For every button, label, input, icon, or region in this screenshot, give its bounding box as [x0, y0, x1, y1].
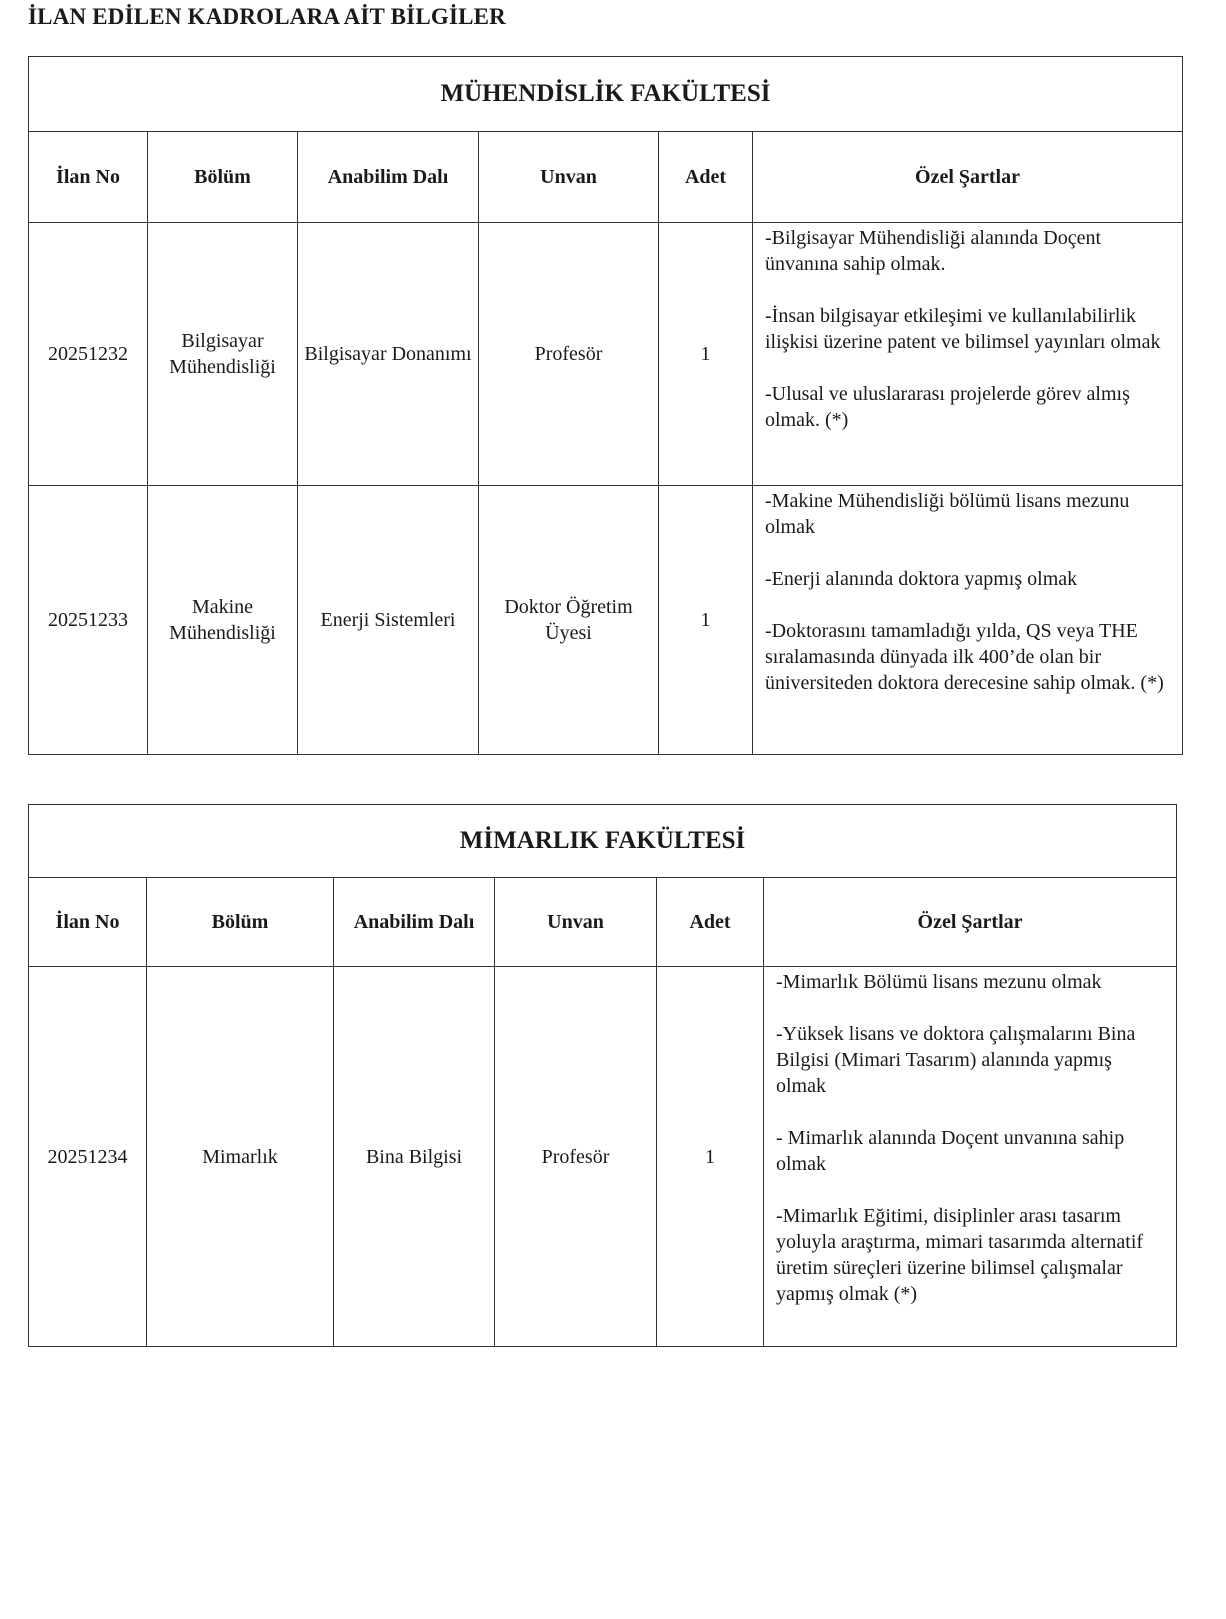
anabilim-dali: Bina Bilgisi	[334, 967, 495, 1347]
document-title: İLAN EDİLEN KADROLARA AİT BİLGİLER	[28, 4, 506, 29]
condition: - Mimarlık alanında Doçent unvanına sahip olmak	[776, 1127, 1125, 1175]
ilan-no: 20251233	[29, 486, 148, 755]
condition: -Mimarlık Eğitimi, disiplinler arası tasarım yoluyla araştırma, mimari tasarımda alternatif üretim süreçleri üzerine bilimsel çalışmalar yapmış olmak (*)	[776, 1205, 1144, 1305]
header-ozel-sartlar: Özel Şartlar	[753, 132, 1183, 223]
condition: -Yüksek lisans ve doktora çalışmalarını Bina Bilgisi (Mimari Tasarım) alanında yapmış olmak	[776, 1023, 1136, 1097]
table-row	[29, 486, 1183, 755]
bolum: Bilgisayar Mühendisliği	[148, 223, 298, 486]
anabilim-dali: Bilgisayar Donanımı	[298, 223, 479, 486]
table-row	[29, 223, 1183, 486]
condition: -Ulusal ve uluslararası projelerde görev almış olmak. (*)	[765, 383, 1130, 431]
condition: -Doktorasını tamamladığı yılda, QS veya THE sıralamasında dünyada ilk 400’de olan bir üniversiteden doktora derecesine sahip olmak. (*)	[765, 620, 1164, 694]
unvan: Doktor Öğretim Üyesi	[479, 486, 659, 755]
table-row	[29, 967, 1177, 1347]
faculty-title: MÜHENDİSLİK FAKÜLTESİ	[29, 57, 1183, 132]
header-adet: Adet	[659, 132, 753, 223]
header-adet: Adet	[657, 878, 764, 967]
unvan: Profesör	[479, 223, 659, 486]
ozel-sartlar	[753, 486, 1183, 755]
engineering-faculty-table	[28, 56, 1183, 755]
unvan: Profesör	[495, 967, 657, 1347]
condition: -Mimarlık Bölümü lisans mezunu olmak	[776, 971, 1102, 993]
header-unvan: Unvan	[495, 878, 657, 967]
ozel-sartlar	[753, 223, 1183, 486]
condition: -Makine Mühendisliği bölümü lisans mezunu olmak	[765, 490, 1130, 538]
header-ilan-no: İlan No	[29, 132, 148, 223]
adet: 1	[659, 486, 753, 755]
architecture-faculty-table	[28, 804, 1177, 1347]
bolum: Mimarlık	[147, 967, 334, 1347]
ozel-sartlar	[764, 967, 1177, 1347]
header-anabilim: Anabilim Dalı	[334, 878, 495, 967]
header-ozel-sartlar: Özel Şartlar	[764, 878, 1177, 967]
header-ilan-no: İlan No	[29, 878, 147, 967]
ilan-no: 20251234	[29, 967, 147, 1347]
faculty-title: MİMARLIK FAKÜLTESİ	[29, 805, 1177, 878]
adet: 1	[659, 223, 753, 486]
adet: 1	[657, 967, 764, 1347]
header-bolum: Bölüm	[148, 132, 298, 223]
condition: -Bilgisayar Mühendisliği alanında Doçent ünvanına sahip olmak.	[765, 227, 1102, 275]
condition: -İnsan bilgisayar etkileşimi ve kullanılabilirlik ilişkisi üzerine patent ve bilimsel yayınları olmak	[765, 305, 1161, 353]
ilan-no: 20251232	[29, 223, 148, 486]
header-unvan: Unvan	[479, 132, 659, 223]
header-anabilim: Anabilim Dalı	[298, 132, 479, 223]
bolum: Makine Mühendisliği	[148, 486, 298, 755]
anabilim-dali: Enerji Sistemleri	[298, 486, 479, 755]
condition: -Enerji alanında doktora yapmış olmak	[765, 568, 1078, 590]
header-bolum: Bölüm	[147, 878, 334, 967]
